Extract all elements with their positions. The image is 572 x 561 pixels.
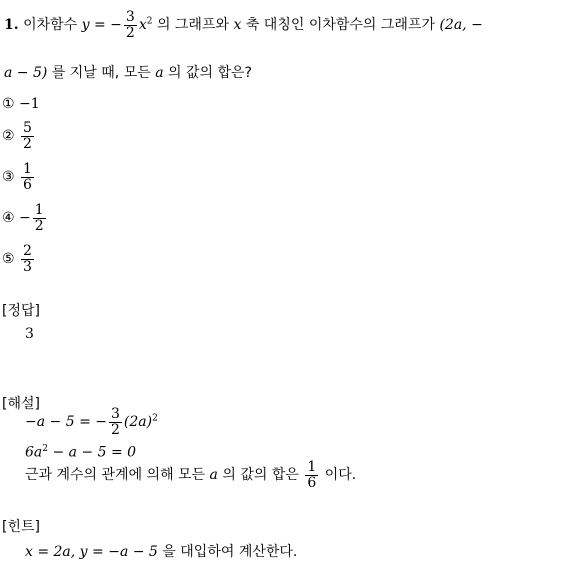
choice-marker: ② bbox=[2, 128, 15, 145]
variable-x: x bbox=[233, 17, 242, 34]
hint-label: [힌트] bbox=[2, 519, 40, 535]
choice-1[interactable] bbox=[2, 96, 40, 112]
choice-marker: ① bbox=[2, 96, 15, 112]
choice-5[interactable] bbox=[2, 244, 36, 274]
question-line-1 bbox=[4, 10, 483, 40]
question-number: 1. bbox=[4, 17, 19, 34]
choice-fraction: $\frac{2}{3}$ bbox=[23, 243, 32, 275]
choice-marker: ⑤ bbox=[2, 251, 15, 268]
choice-fraction: $\frac{5}{2}$ bbox=[23, 120, 32, 152]
explanation-line-1: −a − 5 = − $\frac{3}{2}$ $(2a)^2$ bbox=[25, 406, 158, 438]
fraction: $\frac{1}{6}$ bbox=[307, 459, 317, 491]
choice-3[interactable] bbox=[2, 162, 36, 192]
point-coords: a − 5) bbox=[4, 65, 48, 81]
equation-y: y = − bbox=[81, 17, 122, 34]
question-text: 이차함수 bbox=[23, 17, 78, 34]
choice-sign: − bbox=[19, 210, 31, 227]
explanation-line-2: $6a^2 - a - 5 = 0$ bbox=[25, 444, 137, 461]
choice-fraction: $\frac{1}{2}$ bbox=[34, 202, 44, 234]
answer-value: 3 bbox=[25, 326, 34, 342]
question-text: 의 값의 합은? bbox=[168, 65, 252, 81]
fraction: $\frac{3}{2}$ bbox=[110, 406, 120, 438]
question-text: 축 대칭인 이차함수의 그래프가 bbox=[245, 17, 435, 34]
choice-value: −1 bbox=[19, 96, 40, 112]
exponent: 2 bbox=[146, 16, 153, 27]
fraction: $\frac{3}{2}$ bbox=[125, 9, 135, 41]
choice-4[interactable] bbox=[2, 203, 48, 233]
question-text: 의 그래프와 bbox=[156, 17, 230, 34]
question-line-2 bbox=[4, 62, 252, 82]
explanation-line-3: 근과 계수의 관계에 의해 모든 a 의 값의 합은 $\frac{1}{6}$ 이다. bbox=[25, 459, 357, 491]
explanation-label: [해설] bbox=[2, 396, 40, 412]
variable-a: a bbox=[155, 65, 164, 81]
choice-fraction: $\frac{1}{6}$ bbox=[23, 161, 32, 193]
hint-line-1: x = 2a, y = −a − 5 을 대입하여 계산한다. bbox=[25, 544, 298, 560]
question-text: 를 지날 때, 모든 bbox=[51, 65, 151, 81]
choice-2[interactable] bbox=[2, 121, 36, 151]
choice-marker: ④ bbox=[2, 210, 15, 227]
answer-label: [정답] bbox=[2, 303, 40, 319]
choice-marker: ③ bbox=[2, 169, 15, 186]
point-coords: (2a, − bbox=[439, 17, 483, 34]
equation-x: x bbox=[138, 17, 147, 34]
